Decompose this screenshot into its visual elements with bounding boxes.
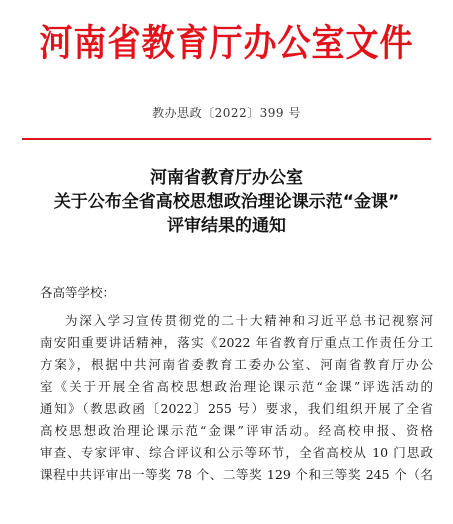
body-line: 课程中共评审出一等奖 78 个、二等奖 129 个和三等奖 245 个（名	[40, 467, 433, 482]
body-line: 方案》，根据中共河南省委教育工委办公室、河南省教育厅办公	[40, 357, 433, 372]
notice-title	[0, 166, 453, 238]
body-line: 南安阳重要讲话精神，落实《2022 年省教育厅重点工作责任分工	[40, 335, 433, 350]
issuer-header: 河南省教育厅办公室文件	[39, 20, 414, 65]
body-line: 为深入学习宣传贯彻党的二十大精神和习近平总书记视察河	[65, 313, 433, 328]
body-line: 室《关于开展全省高校思想政治理论课示范“金课”评选活动的	[40, 379, 433, 394]
title-line: 关于公布全省高校思想政治理论课示范“金课”	[53, 192, 400, 212]
body-line: 通知》（教思政函〔2022〕255 号）要求，我们组织开展了全省	[40, 401, 433, 416]
body-paragraph	[40, 310, 433, 486]
document-number: 教办思政〔2022〕399 号	[152, 106, 301, 120]
red-divider-line	[22, 138, 431, 140]
title-line: 河南省教育厅办公室	[150, 168, 303, 188]
title-line: 评审结果的通知	[167, 216, 286, 236]
body-line: 审查、专家评审、综合评议和公示等环节，全省高校从 10 门思政	[40, 445, 433, 460]
salutation: 各高等学校：	[40, 285, 116, 300]
body-line: 高校思想政治理论课示范“金课”评审活动。经高校申报、资格	[40, 423, 433, 438]
